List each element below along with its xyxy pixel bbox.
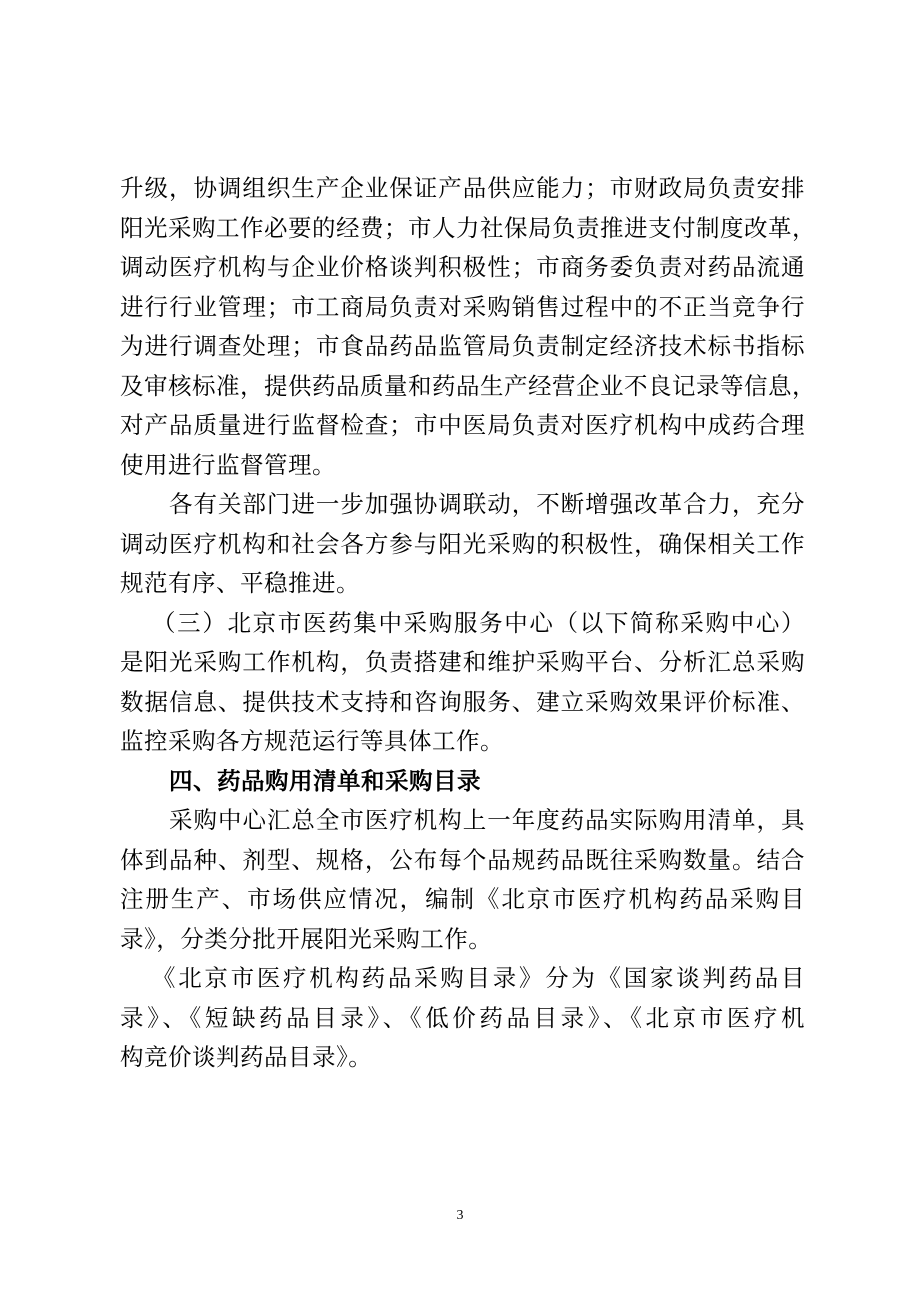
text-line: 监控采购各方规范运行等具体工作。 <box>120 727 504 755</box>
text-line: 体到品种、剂型、规格，公布每个品规药品既往采购数量。结合 <box>120 845 805 874</box>
paragraph-start-line: 各有关部门进一步加强协调联动，不断增强改革合力，充分 <box>169 490 805 518</box>
paragraph-start-line: 采购中心汇总全市医疗机构上一年度药品实际购用清单，具 <box>169 806 805 834</box>
text-line: 调动医疗机构与企业价格谈判积极性；市商务委负责对药品流通 <box>120 253 805 281</box>
paragraph-start-line: 《北京市医疗机构药品采购目录》分为《国家谈判药品目 <box>152 964 805 992</box>
text-line: 是阳光采购工作机构，负责搭建和维护采购平台、分析汇总采购 <box>120 648 805 676</box>
document-body <box>120 169 816 1078</box>
text-line: 阳光采购工作必要的经费；市人力社保局负责推进支付制度改革， <box>120 213 816 242</box>
text-line: 录》，分类分批开展阳光采购工作。 <box>120 924 493 953</box>
text-line: 进行行业管理；市工商局负责对采购销售过程中的不正当竞争行 <box>120 292 805 321</box>
text-line: 规范有序、平稳推进。 <box>120 569 360 597</box>
text-line: 录》、《短缺药品目录》、《低价药品目录》、《北京市医疗机 <box>120 1003 805 1032</box>
text-line: 为进行调查处理；市食品药品监管局负责制定经济技术标书指标 <box>120 332 805 360</box>
text-line: 及审核标准，提供药品质量和药品生产经营企业不良记录等信息， <box>120 371 816 400</box>
page-number: 3 <box>456 1208 464 1223</box>
text-line: 升级，协调组织生产企业保证产品供应能力；市财政局负责安排 <box>120 174 805 202</box>
text-line: 对产品质量进行监督检查；市中医局负责对医疗机构中成药合理 <box>120 411 805 439</box>
text-line: 注册生产、市场供应情况，编制《北京市医疗机构药品采购目 <box>120 885 805 913</box>
text-line: 使用进行监督管理。 <box>120 450 336 479</box>
text-line: 构竞价谈判药品目录》。 <box>120 1043 373 1071</box>
text-line: 调动医疗机构和社会各方参与阳光采购的积极性，确保相关工作 <box>120 529 805 558</box>
text-line: 数据信息、提供技术支持和咨询服务、建立采购效果评价标准、 <box>120 687 805 716</box>
section-heading: 四、药品购用清单和采购目录 <box>169 766 481 795</box>
paragraph-start-line: （三）北京市医药集中采购服务中心（以下简称采购中心） <box>152 608 805 637</box>
